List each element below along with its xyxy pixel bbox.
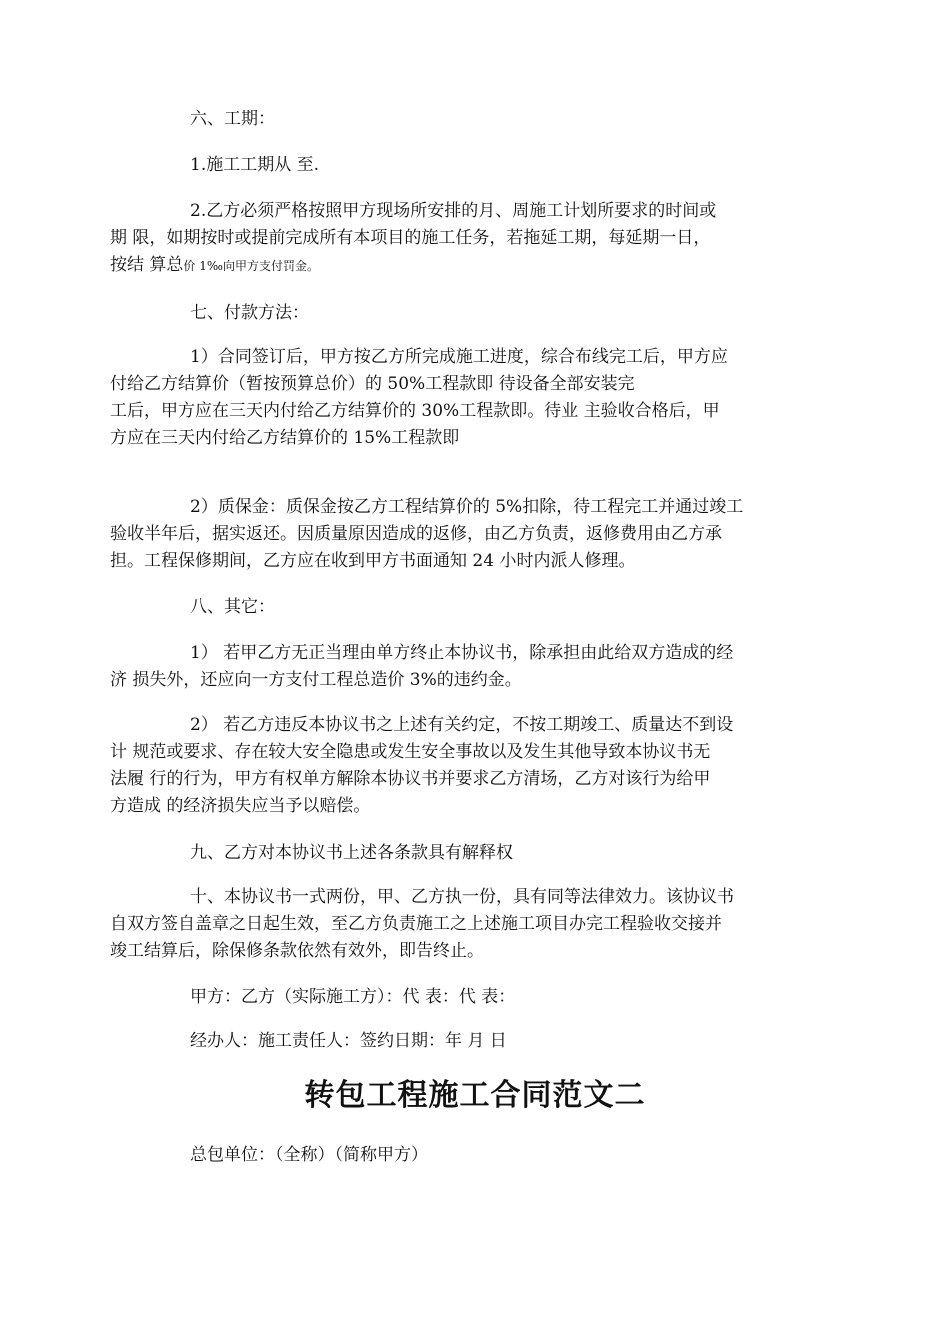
text-line: 方造成 的经济损失应当予以赔偿。 xyxy=(110,796,371,816)
text-line: 1）合同签订后，甲方按乙方所完成施工进度，综合布线完工后，甲方应 xyxy=(190,347,728,367)
text-line: 方应在三天内付给乙方结算价的 15%工程款即 xyxy=(110,428,460,448)
text-line: 济 损失外，还应向一方支付工程总造价 3%的违约金。 xyxy=(110,670,522,690)
section-6-item-1: 1.施工工期从 至. xyxy=(190,155,320,175)
text-line: 付给乙方结算价（暂按预算总价）的 50%工程款即 待设备全部安装完 xyxy=(110,374,635,394)
text-line: 计 规范或要求、存在较大安全隐患或发生安全事故以及发生其他导致本协议书无 xyxy=(110,742,711,762)
general-contractor-line: 总包单位：（全称）（简称甲方） xyxy=(190,1145,428,1165)
section-8-item-2 xyxy=(110,712,842,820)
section-7-heading: 七、付款方法： xyxy=(190,303,309,323)
text-line: 十、本协议书一式两份，甲、乙方执一份，具有同等法律效力。该协议书 xyxy=(190,887,734,907)
text-line: 期 限，如期按时或提前完成所有本项目的施工任务，若拖延工期，每延期一日， xyxy=(110,228,711,248)
text-line xyxy=(110,252,842,280)
section-6-heading: 六、工期： xyxy=(190,109,275,129)
section-10 xyxy=(110,884,842,965)
text-line: 1） 若甲乙方无正当理由单方终止本协议书，除承担由此给双方造成的经 xyxy=(190,643,734,663)
section-8-item-1 xyxy=(110,640,842,694)
text-line: 竣工结算后，除保修条款依然有效外，即告终止。 xyxy=(110,941,484,961)
signature-line-date: 经办人：施工责任人：签约日期：年 月 日 xyxy=(190,1031,507,1051)
text-line: 验收半年后，据实返还。因质量原因造成的返修，由乙方负责，返修费用由乙方承 xyxy=(110,524,722,544)
document-title: 转包工程施工合同范文二 xyxy=(304,1078,646,1113)
text-line: 2） 若乙方违反本协议书之上述有关约定，不按工期竣工、质量达不到设 xyxy=(190,715,734,735)
section-6-item-2 xyxy=(110,198,842,280)
section-8-heading: 八、其它： xyxy=(190,597,275,617)
text-line: 法履 行的行为，甲方有权单方解除本协议书并要求乙方清场，乙方对该行为给甲 xyxy=(110,769,711,789)
section-9: 九、乙方对本协议书上述各条款具有解释权 xyxy=(190,843,513,863)
text-line: 2）质保金：质保金按乙方工程结算价的 5%扣除，待工程完工并通过竣工 xyxy=(190,497,744,517)
text-line: 工后，甲方应在三天内付给乙方结算价的 30%工程款即。待业 主验收合格后，甲 xyxy=(110,401,720,421)
small-text-fragment: 价 1‰向甲方支付罚金。 xyxy=(183,259,319,273)
text-fragment: 按结 算总 xyxy=(110,255,184,275)
section-7-item-1 xyxy=(110,344,842,452)
section-7-item-2 xyxy=(110,494,842,575)
signature-line-parties: 甲方：乙方（实际施工方）：代 表：代 表： xyxy=(190,987,516,1007)
text-line: 担。工程保修期间，乙方应在收到甲方书面通知 24 小时内派人修理。 xyxy=(110,551,636,571)
text-line: 自双方签自盖章之日起生效，至乙方负责施工之上述施工项目办完工程验收交接并 xyxy=(110,914,722,934)
text-line: 2.乙方必须严格按照甲方现场所安排的月、周施工计划所要求的时间或 xyxy=(190,201,717,221)
